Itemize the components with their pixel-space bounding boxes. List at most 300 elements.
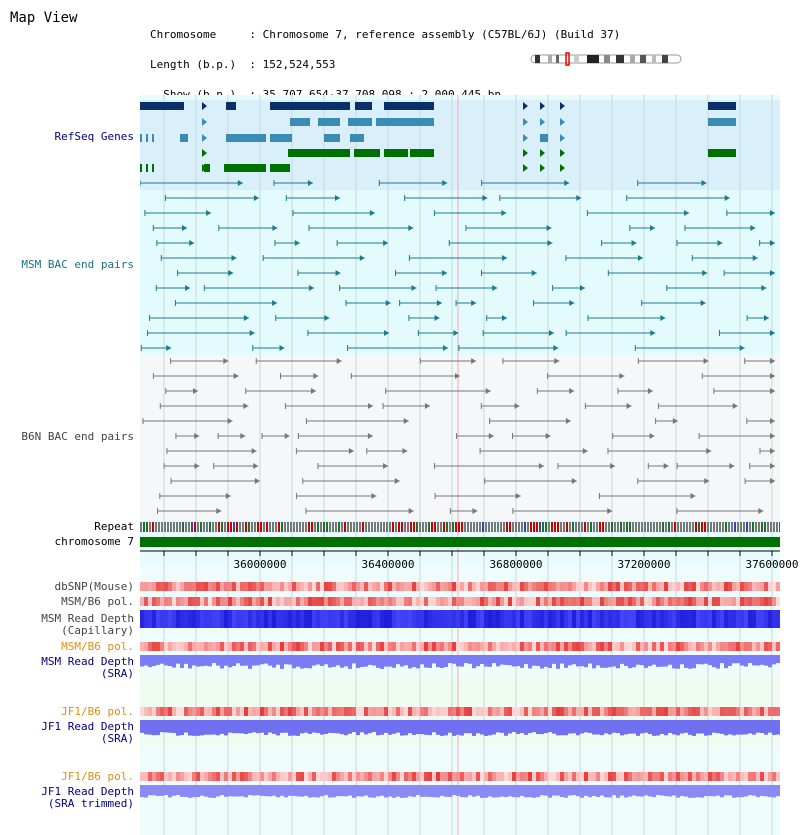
msm-b6-pol-strip-2: [188, 642, 192, 651]
jf1-b6-pol-strip-2: [480, 772, 484, 781]
repeat-mark: [641, 522, 643, 532]
label-b6n-bac[interactable]: B6N BAC end pairs: [21, 430, 134, 443]
msm-b6-pol-strip: [388, 597, 392, 606]
jf1-depth-sra-bar: [532, 720, 536, 732]
msm-depth-sra-bar: [588, 655, 592, 664]
jf1-depth-sra-bar: [312, 720, 316, 733]
jf1-depth-sra-bar: [252, 720, 256, 732]
jf1-b6-pol-strip-2: [464, 772, 468, 781]
jf1-depth-sra-bar: [148, 720, 152, 735]
jf1-depth-sra-bar: [504, 720, 508, 736]
dbsnp-strip: [160, 582, 164, 591]
msm-b6-pol-strip-2: [260, 642, 264, 651]
dbsnp-strip: [624, 582, 628, 591]
msm-depth-sra-bar: [604, 655, 608, 668]
msm-b6-pol-strip-2: [184, 642, 188, 651]
jf1-depth-trim-bar: [272, 785, 276, 796]
jf1-b6-pol-strip: [260, 707, 264, 716]
jf1-b6-pol-strip-2: [288, 772, 292, 781]
dbsnp-strip: [472, 582, 476, 591]
msm-b6-pol-strip-2: [428, 642, 432, 651]
jf1-b6-pol-strip: [728, 707, 732, 716]
jf1-b6-pol-strip-2: [756, 772, 760, 781]
msm-depth-sra-bar: [320, 655, 324, 666]
msm-depth-capillary-strip: [448, 610, 452, 628]
repeat-mark: [305, 522, 307, 532]
msm-b6-pol-strip-2: [216, 642, 220, 651]
msm-b6-pol-strip-2: [704, 642, 708, 651]
msm-b6-pol-strip: [156, 597, 160, 606]
jf1-depth-trim-bar: [316, 785, 320, 797]
repeat-mark: [536, 522, 538, 532]
repeat-mark: [398, 522, 400, 532]
msm-depth-sra-bar: [620, 655, 624, 664]
jf1-depth-trim-bar: [764, 785, 768, 796]
jf1-depth-sra-bar: [140, 720, 144, 733]
msm-depth-capillary-strip: [364, 610, 368, 628]
msm-b6-pol-strip-2: [196, 642, 200, 651]
msm-depth-capillary-strip: [176, 610, 180, 628]
msm-b6-pol-strip-2: [452, 642, 456, 651]
repeat-mark: [710, 522, 712, 532]
msm-b6-pol-strip-2: [568, 642, 572, 651]
jf1-depth-trim-bar: [320, 785, 324, 796]
dbsnp-strip: [260, 582, 264, 591]
jf1-depth-trim-bar: [612, 785, 616, 795]
msm-depth-capillary-strip: [240, 610, 244, 628]
msm-b6-pol-strip-2: [756, 642, 760, 651]
msm-b6-pol-strip-2: [688, 642, 692, 651]
jf1-depth-trim-bar: [704, 785, 708, 796]
msm-b6-pol-strip-2: [480, 642, 484, 651]
jf1-b6-pol-strip: [444, 707, 448, 716]
repeat-mark: [191, 522, 193, 532]
jf1-depth-sra-bar: [244, 720, 248, 734]
jf1-depth-sra-bar: [380, 720, 384, 735]
msm-b6-pol-strip: [608, 597, 612, 606]
dbsnp-strip: [316, 582, 320, 591]
jf1-depth-sra-bar: [192, 720, 196, 736]
msm-depth-sra-bar: [564, 655, 568, 668]
jf1-depth-trim-bar: [740, 785, 744, 797]
jf1-b6-pol-strip-2: [628, 772, 632, 781]
dbsnp-strip: [264, 582, 268, 591]
repeat-mark: [668, 522, 670, 532]
genome-browser-tracks[interactable]: [140, 95, 780, 835]
msm-depth-capillary-strip: [724, 610, 728, 628]
msm-b6-pol-strip: [252, 597, 256, 606]
jf1-depth-sra-bar: [688, 720, 692, 735]
msm-b6-pol-strip-2: [440, 642, 444, 651]
msm-b6-pol-strip-2: [192, 642, 196, 651]
repeat-mark: [683, 522, 685, 532]
jf1-depth-trim-bar: [152, 785, 156, 795]
jf1-depth-sra-bar: [512, 720, 516, 732]
repeat-mark: [497, 522, 499, 532]
msm-depth-sra-bar: [200, 655, 204, 666]
jf1-depth-trim-bar: [396, 785, 400, 797]
jf1-depth-trim-bar: [480, 785, 484, 798]
jf1-b6-pol-strip: [316, 707, 320, 716]
dbsnp-strip: [244, 582, 248, 591]
msm-depth-sra-bar: [360, 655, 364, 667]
msm-depth-capillary-strip: [348, 610, 352, 628]
jf1-depth-trim-bar: [708, 785, 712, 796]
dbsnp-strip: [524, 582, 528, 591]
msm-b6-pol-strip-2: [292, 642, 296, 651]
repeat-mark: [257, 522, 259, 532]
jf1-b6-pol-strip: [236, 707, 240, 716]
jf1-b6-pol-strip-2: [724, 772, 728, 781]
jf1-depth-trim-bar: [692, 785, 696, 798]
label-refseq-genes[interactable]: RefSeq Genes: [54, 130, 134, 143]
repeat-mark: [752, 522, 754, 532]
jf1-depth-sra-bar: [216, 720, 220, 735]
msm-b6-pol-strip: [584, 597, 588, 606]
dbsnp-strip: [548, 582, 552, 591]
label-msm-bac[interactable]: MSM BAC end pairs: [21, 258, 134, 271]
repeat-mark: [341, 522, 343, 532]
repeat-mark: [620, 522, 622, 532]
jf1-depth-trim-bar: [500, 785, 504, 797]
msm-depth-capillary-strip: [432, 610, 436, 628]
msm-b6-pol-strip-2: [312, 642, 316, 651]
msm-depth-capillary-strip: [616, 610, 620, 628]
jf1-depth-sra-bar: [168, 720, 172, 733]
msm-b6-pol-strip: [696, 597, 700, 606]
jf1-b6-pol-strip-2: [260, 772, 264, 781]
repeat-mark: [509, 522, 511, 532]
jf1-depth-sra-bar: [412, 720, 416, 735]
msm-b6-pol-strip-2: [416, 642, 420, 651]
dbsnp-strip: [588, 582, 592, 591]
msm-b6-pol-strip: [776, 597, 780, 606]
msm-depth-sra-bar: [596, 655, 600, 665]
dbsnp-strip: [776, 582, 780, 591]
msm-depth-sra-bar: [640, 655, 644, 665]
msm-b6-pol-strip-2: [456, 642, 460, 651]
msm-b6-pol-strip-2: [492, 642, 496, 651]
jf1-b6-pol-strip-2: [384, 772, 388, 781]
dbsnp-strip: [368, 582, 372, 591]
msm-depth-capillary-strip: [340, 610, 344, 628]
jf1-depth-sra-bar: [692, 720, 696, 736]
jf1-depth-trim-bar: [772, 785, 776, 797]
msm-b6-pol-strip-2: [344, 642, 348, 651]
msm-b6-pol-strip-2: [520, 642, 524, 651]
jf1-depth-sra-bar: [356, 720, 360, 735]
msm-depth-sra-bar: [420, 655, 424, 664]
jf1-depth-trim-bar: [656, 785, 660, 795]
jf1-depth-trim-bar: [464, 785, 468, 797]
gene-exon: [226, 102, 236, 110]
msm-depth-capillary-strip: [420, 610, 424, 628]
msm-depth-capillary-strip: [592, 610, 596, 628]
jf1-b6-pol-strip-2: [524, 772, 528, 781]
msm-b6-pol-strip-2: [748, 642, 752, 651]
jf1-b6-pol-strip: [488, 707, 492, 716]
repeat-mark: [518, 522, 520, 532]
jf1-b6-pol-strip-2: [208, 772, 212, 781]
jf1-depth-sra-bar: [752, 720, 756, 735]
jf1-b6-pol-strip-2: [500, 772, 504, 781]
jf1-b6-pol-strip-2: [752, 772, 756, 781]
repeat-mark: [584, 522, 586, 532]
msm-depth-capillary-strip: [644, 610, 648, 628]
jf1-depth-sra-bar: [200, 720, 204, 735]
msm-depth-capillary-strip: [220, 610, 224, 628]
msm-depth-capillary-strip: [692, 610, 696, 628]
jf1-depth-sra-bar: [592, 720, 596, 735]
jf1-depth-trim-bar: [728, 785, 732, 795]
jf1-b6-pol-strip-2: [456, 772, 460, 781]
repeat-mark: [302, 522, 304, 532]
msm-b6-pol-strip: [640, 597, 644, 606]
jf1-b6-pol-strip-2: [268, 772, 272, 781]
msm-depth-sra-bar: [308, 655, 312, 668]
jf1-depth-trim-bar: [508, 785, 512, 796]
repeat-mark: [281, 522, 283, 532]
jf1-b6-pol-strip-2: [512, 772, 516, 781]
jf1-b6-pol-strip-2: [608, 772, 612, 781]
jf1-b6-pol-strip: [396, 707, 400, 716]
msm-depth-capillary-strip: [632, 610, 636, 628]
jf1-depth-trim-bar: [756, 785, 760, 797]
msm-b6-pol-strip-2: [588, 642, 592, 651]
repeat-mark: [665, 522, 667, 532]
msm-b6-pol-strip: [700, 597, 704, 606]
dbsnp-strip: [468, 582, 472, 591]
msm-depth-sra-bar: [368, 655, 372, 665]
dbsnp-strip: [180, 582, 184, 591]
gene-exon: [355, 102, 372, 110]
refseq-background: [140, 100, 780, 190]
jf1-b6-pol-strip-2: [428, 772, 432, 781]
jf1-b6-pol-strip: [668, 707, 672, 716]
repeat-mark: [506, 522, 508, 532]
jf1-b6-pol-strip-2: [468, 772, 472, 781]
repeat-mark: [293, 522, 295, 532]
msm-b6-pol-strip: [272, 597, 276, 606]
msm-b6-pol-strip: [264, 597, 268, 606]
jf1-depth-sra-bar: [596, 720, 600, 735]
repeat-mark: [539, 522, 541, 532]
msm-b6-pol-strip-2: [504, 642, 508, 651]
msm-b6-pol-strip: [768, 597, 772, 606]
jf1-depth-trim-bar: [356, 785, 360, 796]
jf1-b6-pol-strip-2: [388, 772, 392, 781]
repeat-mark: [209, 522, 211, 532]
msm-depth-capillary-strip: [492, 610, 496, 628]
msm-depth-capillary-strip: [464, 610, 468, 628]
jf1-b6-pol-strip-2: [312, 772, 316, 781]
chromosome-ideogram[interactable]: [530, 52, 685, 66]
jf1-depth-sra-bar: [704, 720, 708, 736]
repeat-mark: [179, 522, 181, 532]
msm-b6-pol-strip-2: [592, 642, 596, 651]
gene-exon: [384, 102, 434, 110]
dbsnp-strip: [664, 582, 668, 591]
repeat-mark: [365, 522, 367, 532]
repeat-mark: [542, 522, 544, 532]
msm-depth-sra-bar: [576, 655, 580, 666]
jf1-b6-pol-strip: [592, 707, 596, 716]
msm-b6-pol-strip: [280, 597, 284, 606]
msm-depth-sra-bar: [384, 655, 388, 667]
msm-depth-sra-bar: [348, 655, 352, 669]
msm-b6-pol-strip: [208, 597, 212, 606]
jf1-depth-trim-bar: [552, 785, 556, 795]
msm-b6-pol-strip-2: [628, 642, 632, 651]
jf1-b6-pol-strip: [612, 707, 616, 716]
msm-depth-sra-bar: [444, 655, 448, 667]
msm-depth-capillary-strip: [568, 610, 572, 628]
jf1-b6-pol-strip: [264, 707, 268, 716]
jf1-depth-sra-bar: [640, 720, 644, 733]
gene-exon: [410, 149, 434, 157]
msm-depth-sra-bar: [240, 655, 244, 666]
jf1-depth-sra-bar: [772, 720, 776, 735]
msm-b6-pol-strip: [160, 597, 164, 606]
jf1-depth-trim-bar: [680, 785, 684, 796]
msm-b6-pol-strip-2: [240, 642, 244, 651]
dbsnp-strip: [504, 582, 508, 591]
jf1-b6-pol-strip: [752, 707, 756, 716]
jf1-b6-pol-strip: [276, 707, 280, 716]
msm-depth-capillary-strip: [628, 610, 632, 628]
msm-depth-sra-bar: [472, 655, 476, 668]
repeat-mark: [479, 522, 481, 532]
dbsnp-strip: [608, 582, 612, 591]
msm-b6-pol-strip-2: [148, 642, 152, 651]
jf1-b6-pol-strip-2: [624, 772, 628, 781]
jf1-b6-pol-strip-2: [496, 772, 500, 781]
repeat-mark: [389, 522, 391, 532]
repeat-mark: [353, 522, 355, 532]
label-dbsnp: dbSNP(Mouse): [54, 580, 134, 593]
msm-depth-capillary-strip: [304, 610, 308, 628]
msm-depth-sra-bar: [716, 655, 720, 669]
jf1-depth-sra-bar: [428, 720, 432, 735]
repeat-mark: [617, 522, 619, 532]
repeat-mark: [296, 522, 298, 532]
jf1-b6-pol-strip: [360, 707, 364, 716]
jf1-b6-pol-strip: [744, 707, 748, 716]
repeat-mark: [242, 522, 244, 532]
jf1-b6-pol-strip-2: [140, 772, 144, 781]
msm-depth-capillary-strip: [536, 610, 540, 628]
repeat-mark: [767, 522, 769, 532]
msm-b6-pol-strip-2: [472, 642, 476, 651]
jf1-b6-pol-strip-2: [700, 772, 704, 781]
b6n-bac-background: [140, 355, 780, 520]
dbsnp-strip: [144, 582, 148, 591]
msm-depth-capillary-strip: [520, 610, 524, 628]
gene-exon: [708, 149, 736, 157]
jf1-b6-pol-strip-2: [776, 772, 780, 781]
repeat-mark: [422, 522, 424, 532]
msm-depth-capillary-strip: [500, 610, 504, 628]
jf1-depth-trim-bar: [560, 785, 564, 797]
msm-depth-sra-bar: [380, 655, 384, 669]
msm-b6-pol-strip-2: [376, 642, 380, 651]
repeat-mark: [221, 522, 223, 532]
repeat-mark: [533, 522, 535, 532]
repeat-mark: [461, 522, 463, 532]
msm-b6-pol-strip: [732, 597, 736, 606]
dbsnp-strip: [156, 582, 160, 591]
jf1-b6-pol-strip-2: [720, 772, 724, 781]
msm-b6-pol-strip: [720, 597, 724, 606]
repeat-mark: [404, 522, 406, 532]
msm-depth-sra-bar: [648, 655, 652, 666]
jf1-depth-trim-bar: [292, 785, 296, 796]
jf1-depth-trim-bar: [620, 785, 624, 796]
repeat-mark: [155, 522, 157, 532]
jf1-depth-trim-bar: [388, 785, 392, 797]
jf1-b6-pol-strip: [368, 707, 372, 716]
label-msm-depth-sra-1: MSM Read Depth: [41, 655, 134, 668]
msm-b6-pol-strip: [580, 597, 584, 606]
repeat-mark: [557, 522, 559, 532]
msm-b6-pol-strip: [492, 597, 496, 606]
jf1-b6-pol-strip: [736, 707, 740, 716]
msm-b6-pol-strip-2: [508, 642, 512, 651]
msm-b6-pol-strip: [556, 597, 560, 606]
label-jf1-b6-pol-2: JF1/B6 pol.: [61, 770, 134, 783]
repeat-mark: [146, 522, 148, 532]
dbsnp-strip: [720, 582, 724, 591]
jf1-b6-pol-strip: [256, 707, 260, 716]
jf1-depth-trim-bar: [228, 785, 232, 796]
gene-exon: [146, 164, 148, 172]
jf1-depth-sra-bar: [376, 720, 380, 735]
jf1-b6-pol-strip-2: [292, 772, 296, 781]
msm-b6-pol-strip-2: [412, 642, 416, 651]
jf1-b6-pol-strip: [604, 707, 608, 716]
jf1-depth-trim-bar: [468, 785, 472, 795]
label-jf1-depth-sra-2: (SRA): [100, 732, 134, 745]
dbsnp-strip: [476, 582, 480, 591]
jf1-depth-sra-bar: [336, 720, 340, 733]
repeat-mark: [269, 522, 271, 532]
msm-depth-capillary-strip: [524, 610, 528, 628]
jf1-b6-pol-strip-2: [736, 772, 740, 781]
msm-b6-pol-strip-2: [276, 642, 280, 651]
msm-depth-capillary-strip: [688, 610, 692, 628]
jf1-b6-pol-strip: [412, 707, 416, 716]
jf1-depth-sra-bar: [668, 720, 672, 733]
msm-depth-sra-bar: [180, 655, 184, 668]
jf1-depth-trim-bar: [588, 785, 592, 797]
jf1-b6-pol-strip: [388, 707, 392, 716]
jf1-b6-pol-strip-2: [364, 772, 368, 781]
msm-depth-capillary-strip: [368, 610, 372, 628]
msm-depth-sra-bar: [756, 655, 760, 666]
jf1-b6-pol-strip-2: [588, 772, 592, 781]
jf1-depth-sra-bar: [460, 720, 464, 736]
jf1-depth-trim-bar: [252, 785, 256, 796]
msm-b6-pol-strip: [144, 597, 148, 606]
dbsnp-strip: [432, 582, 436, 591]
jf1-b6-pol-strip-2: [328, 772, 332, 781]
msm-depth-sra-bar: [532, 655, 536, 666]
jf1-b6-pol-strip-2: [232, 772, 236, 781]
repeat-mark: [728, 522, 730, 532]
msm-depth-sra-bar: [452, 655, 456, 664]
jf1-b6-pol-strip-2: [212, 772, 216, 781]
jf1-depth-trim-bar: [668, 785, 672, 797]
